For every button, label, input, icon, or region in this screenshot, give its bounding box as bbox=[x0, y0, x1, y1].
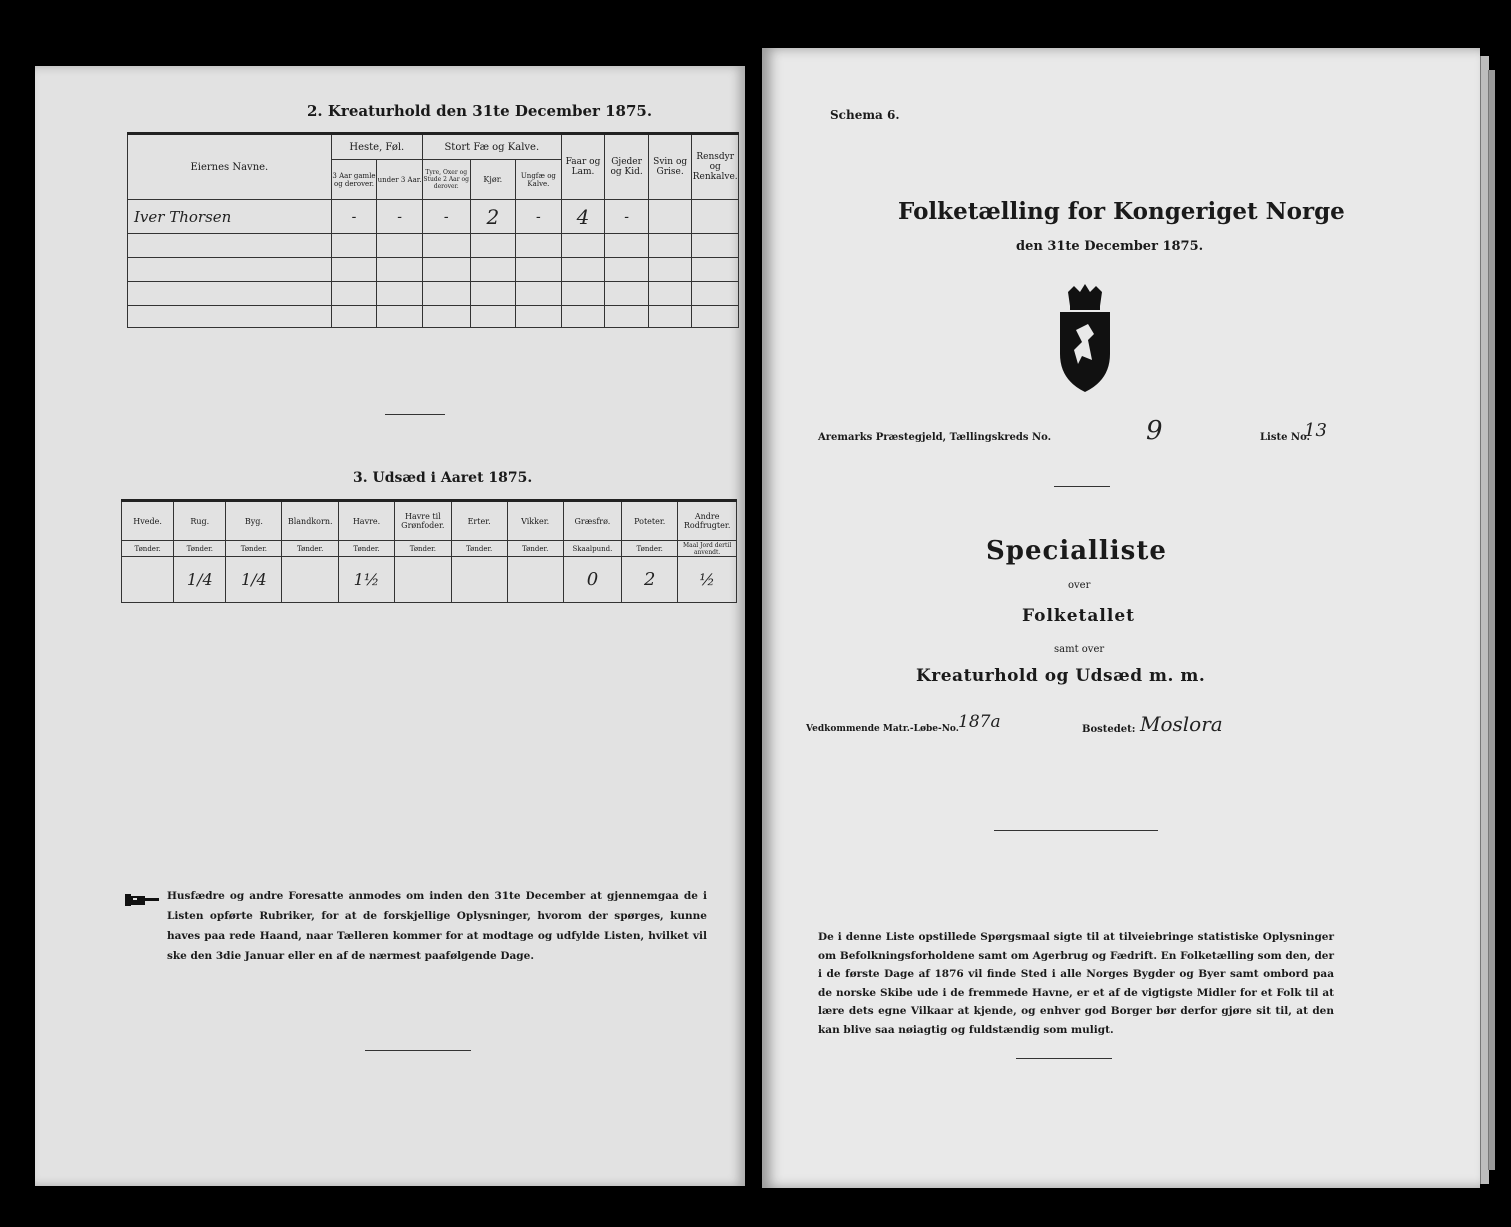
unit-cell: Tønder. bbox=[507, 541, 563, 557]
over-text: over bbox=[1068, 580, 1091, 591]
value-cell bbox=[122, 557, 174, 603]
header-cell: Erter. bbox=[451, 501, 507, 541]
bostedet-label: Bostedet: bbox=[1082, 724, 1136, 735]
subtitle: den 31te December 1875. bbox=[1016, 239, 1204, 254]
stortfae-sub2: Kjør. bbox=[470, 160, 516, 200]
header-cell: Havre. bbox=[339, 501, 395, 541]
liste-value: 13 bbox=[1304, 420, 1327, 441]
section3-title: 3. Udsæd i Aaret 1875. bbox=[353, 470, 533, 486]
sowing-table bbox=[121, 499, 737, 603]
unit-cell: Tønder. bbox=[282, 541, 339, 557]
heste-sub1: 3 Aar gamle og derover. bbox=[331, 160, 377, 200]
table-row bbox=[122, 557, 737, 603]
owner-header: Eiernes Navne. bbox=[128, 134, 332, 200]
lobe-label: Vedkommende Matr.-Løbe-No. bbox=[806, 724, 959, 734]
header-cell: Byg. bbox=[226, 501, 282, 541]
header-cell: Græsfrø. bbox=[563, 501, 621, 541]
stortfae-sub3: Ungfæ og Kalve. bbox=[516, 160, 562, 200]
value-cell: ½ bbox=[678, 557, 737, 603]
stortfae-sub1: Tyre, Oxer og Stude 2 Aar og derover. bbox=[422, 160, 470, 200]
header-cell: Poteter. bbox=[622, 501, 678, 541]
samt-over-text: samt over bbox=[1054, 644, 1105, 655]
header-cell: Hvede. bbox=[122, 501, 174, 541]
coat-of-arms-icon bbox=[1054, 284, 1116, 394]
owner-name: Iver Thorsen bbox=[128, 200, 332, 234]
bostedet-value: Moslora bbox=[1140, 712, 1223, 736]
value-cell: 1/4 bbox=[174, 557, 226, 603]
value-cell: 1½ bbox=[339, 557, 395, 603]
unit-cell: Tønder. bbox=[395, 541, 452, 557]
unit-cell: Tønder. bbox=[339, 541, 395, 557]
section2-title: 2. Kreaturhold den 31te December 1875. bbox=[307, 102, 653, 120]
page-edge bbox=[1488, 70, 1495, 1170]
right-page bbox=[762, 48, 1480, 1188]
header-cell: Andre Rodfrugter. bbox=[678, 501, 737, 541]
divider bbox=[385, 414, 445, 415]
lobe-value: 187a bbox=[958, 712, 1001, 732]
main-title: Folketælling for Kongeriget Norge bbox=[898, 198, 1345, 225]
unit-cell: Tønder. bbox=[174, 541, 226, 557]
unit-cell: Tønder. bbox=[622, 541, 678, 557]
liste-label: Liste No. bbox=[1260, 432, 1311, 443]
value-cell: 2 bbox=[622, 557, 678, 603]
kreaturhold-heading: Kreaturhold og Udsæd m. m. bbox=[916, 666, 1206, 686]
specialliste-heading: Specialliste bbox=[986, 536, 1167, 566]
unit-cell: Tønder. bbox=[451, 541, 507, 557]
unit-cell: Maal Jord dertil anvendt. bbox=[678, 541, 737, 557]
cell: - bbox=[422, 200, 470, 234]
value-cell: 1/4 bbox=[226, 557, 282, 603]
header-cell: Havre til Grønfoder. bbox=[395, 501, 452, 541]
divider bbox=[365, 1050, 471, 1051]
kreds-value: 9 bbox=[1146, 416, 1163, 446]
cell: - bbox=[377, 200, 423, 234]
faar-header: Faar og Lam. bbox=[561, 134, 605, 200]
divider bbox=[1016, 1058, 1112, 1059]
value-cell: 0 bbox=[563, 557, 621, 603]
value-cell bbox=[395, 557, 452, 603]
folketallet-heading: Folketallet bbox=[1022, 606, 1135, 626]
divider bbox=[1054, 486, 1110, 487]
footer-text: De i denne Liste opstillede Spørgsmaal sigte til at tilveiebringe statistiske Oplysninger om Befolkningsforholdene samt om Agerbrug og Fædrift. En Folketælling som den, der i de første Dage af 1876 vil finde Sted i alle Norges Bygder og Byer samt ombord paa de norske Skibe ude i de fremmede Havne, er et af de vigtigste Midler for et Folk til at lære dets egne Vilkaar at kjende, og enhver god Borger bør derfor gjøre sit til, at den kan blive saa nøiagtig og fuldstændig som muligt. bbox=[818, 931, 1334, 1036]
heste-sub2: under 3 Aar. bbox=[377, 160, 423, 200]
cell: - bbox=[605, 200, 649, 234]
header-cell: Blandkorn. bbox=[282, 501, 339, 541]
value-cell bbox=[282, 557, 339, 603]
unit-cell: Tønder. bbox=[122, 541, 174, 557]
value-cell bbox=[507, 557, 563, 603]
cell: 2 bbox=[470, 200, 516, 234]
notice-text: Husfædre og andre Foresatte anmodes om inden den 31te December at gjennemgaa de i Listen opførte Rubriker, for at de forskjellige Oplysninger, hvorom der spørges, kunne haves paa rede Haand, naar Tælleren kommer for at modtage og udfylde Listen, hvilket vil ske den 3die Januar eller en af de nærmest paafølgende Dage. bbox=[167, 890, 707, 962]
unit-cell: Tønder. bbox=[226, 541, 282, 557]
cell: - bbox=[331, 200, 377, 234]
livestock-table bbox=[127, 132, 739, 328]
left-page bbox=[35, 66, 745, 1186]
table-row bbox=[128, 200, 739, 234]
gjeder-header: Gjeder og Kid. bbox=[605, 134, 649, 200]
schema-label: Schema 6. bbox=[830, 108, 900, 122]
svin-header: Svin og Grise. bbox=[648, 134, 692, 200]
cell: 4 bbox=[561, 200, 605, 234]
parish-label: Aremarks Præstegjeld, Tællingskreds No. bbox=[818, 432, 1052, 443]
divider bbox=[994, 830, 1158, 831]
heste-header: Heste, Føl. bbox=[331, 134, 422, 160]
unit-cell: Skaalpund. bbox=[563, 541, 621, 557]
rensdyr-header: Rensdyr og Renkalve. bbox=[692, 134, 739, 200]
pointing-hand-icon bbox=[125, 892, 161, 908]
cell: - bbox=[516, 200, 562, 234]
stortfae-header: Stort Fæ og Kalve. bbox=[422, 134, 561, 160]
value-cell bbox=[451, 557, 507, 603]
header-cell: Rug. bbox=[174, 501, 226, 541]
header-cell: Vikker. bbox=[507, 501, 563, 541]
